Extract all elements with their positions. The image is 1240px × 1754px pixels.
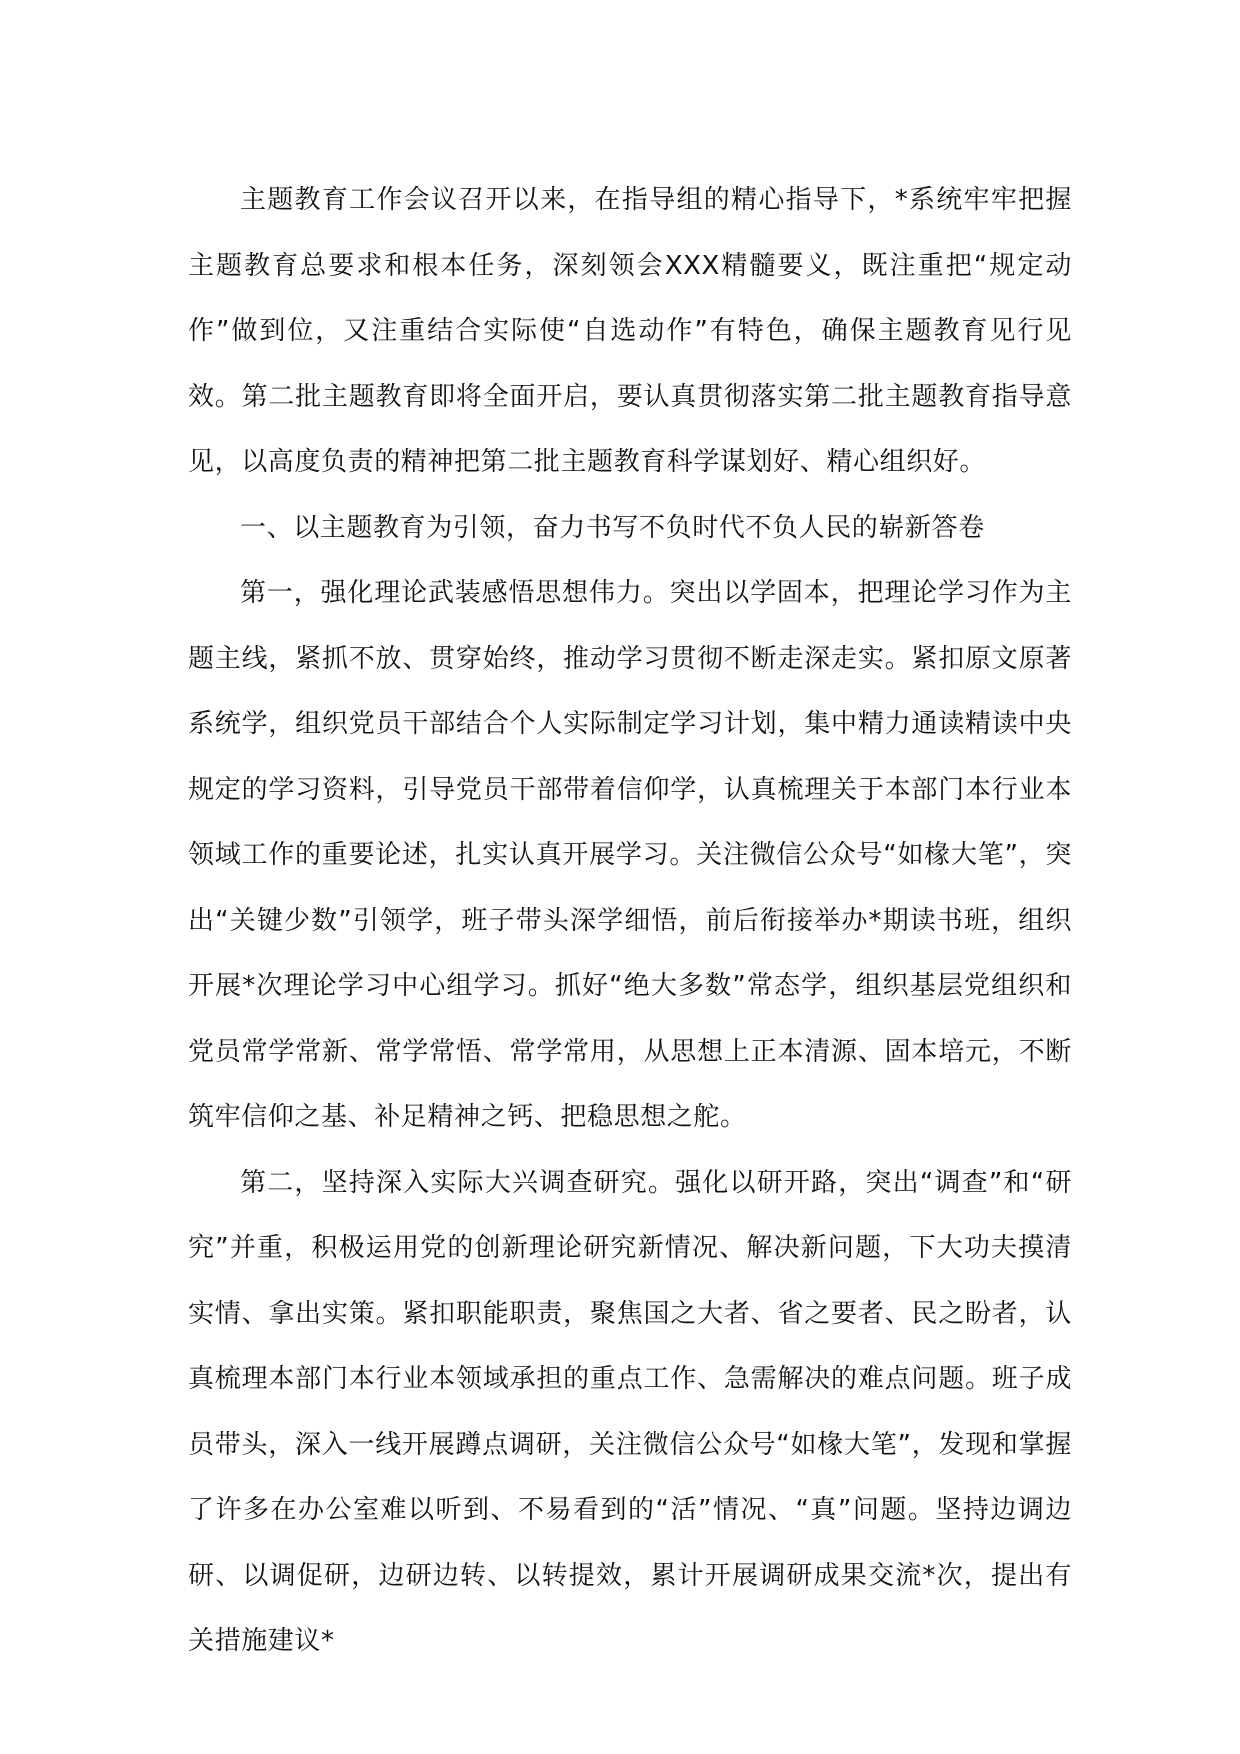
intro-paragraph: 主题教育工作会议召开以来，在指导组的精心指导下，*系统牢牢把握主题教育总要求和根本任务，深刻领会XXX精髓要义，既注重把“规定动作”做到位，又注重结合实际使“自选动作”有特色，确保主题教育见行见效。第二批主题教育即将全面开启，要认真贯彻落实第二批主题教育指导意见，以高度负责的精神把第二批主题教育科学谋划好、精心组织好。 [188, 185, 1072, 477]
body-paragraph-second: 第二，坚持深入实际大兴调查研究。强化以研开路，突出“调查”和“研究”并重，积极运用党的创新理论研究新情况、解决新问题，下大功夫摸清实情、拿出实策。紧扣职能职责，聚焦国之大者、省之要者、民之盼者，认真梳理本部门本行业本领域承担的重点工作、急需解决的难点问题。班子成员带头，深入一线开展蹲点调研，关注微信公众号“如椽大笔”，发现和掌握了许多在办公室难以听到、不易看到的“活”情况、“真”问题。坚持边调边研、以调促研，边研边转、以转提效，累计开展调研成果交流*次，提出有关措施建议* [188, 1167, 1072, 1656]
section-heading: 一、以主题教育为引领，奋力书写不负时代不负人民的崭新答卷 [240, 512, 985, 543]
document-body [188, 168, 1072, 1675]
body-paragraph-first: 第一，强化理论武装感悟思想伟力。突出以学固本，把理论学习作为主题主线，紧抓不放、贯穿始终，推动学习贯彻不断走深走实。紧扣原文原著系统学，组织党员干部结合个人实际制定学习计划，集中精力通读精读中央规定的学习资料，引导党员干部带着信仰学，认真梳理关于本部门本行业本领域工作的重要论述，扎实认真开展学习。关注微信公众号“如椽大笔”，突出“关键少数”引领学，班子带头深学细悟，前后衔接举办*期读书班，组织开展*次理论学习中心组学习。抓好“绝大多数”常态学，组织基层党组织和党员常学常新、常学常悟、常学常用，从思想上正本清源、固本培元，不断筑牢信仰之基、补足精神之钙、把稳思想之舵。 [188, 578, 1072, 1132]
